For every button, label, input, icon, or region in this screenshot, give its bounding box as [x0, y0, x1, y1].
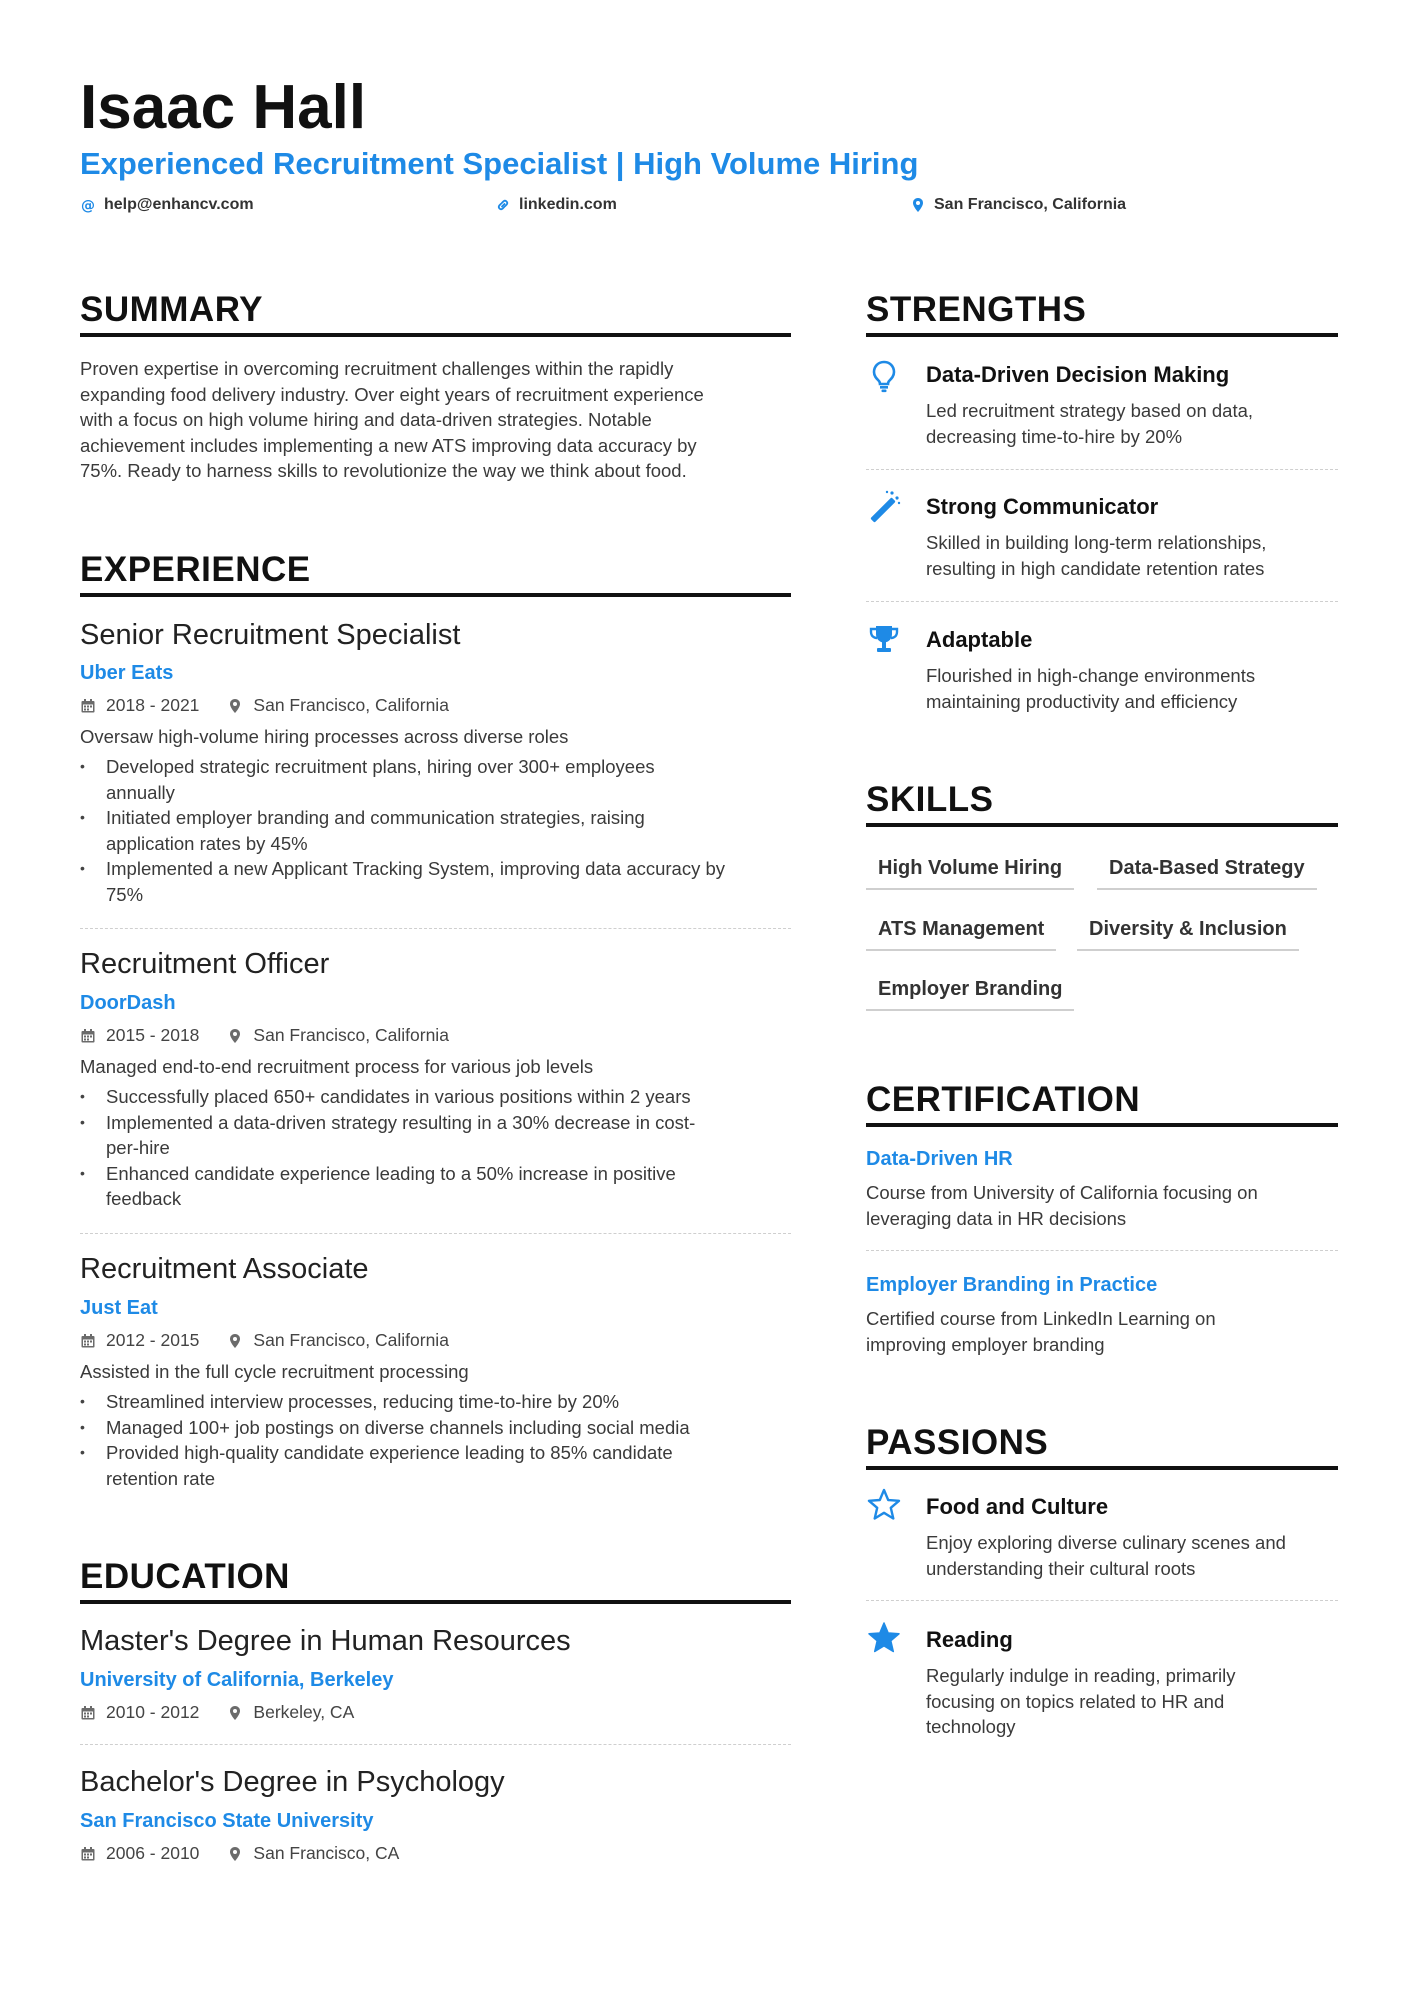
- job-dates: 2012 - 2015: [106, 1330, 200, 1350]
- bullet-item: • Enhanced candidate experience leading to a 50% increase in positive feedback: [80, 1161, 791, 1212]
- skills-rule: [866, 823, 1338, 827]
- summary-line: Proven expertise in overcoming recruitment challenges within the rapidly: [80, 358, 674, 379]
- strength-title: Data-Driven Decision Making: [926, 362, 1230, 387]
- job-description: Managed end-to-end recruitment process for various job levels: [80, 1056, 594, 1077]
- at-icon: [80, 197, 96, 213]
- job-title: Recruitment Officer: [80, 948, 330, 980]
- bullet-item: • Streamlined interview processes, reducing time-to-hire by 20%: [80, 1389, 791, 1415]
- candidate-name: Isaac Hall: [80, 73, 367, 142]
- education-dates: 2010 - 2012: [106, 1702, 200, 1722]
- certification-title: Data-Driven HR: [866, 1148, 1013, 1170]
- linkedin-text: linkedin.com: [519, 196, 617, 213]
- passions-rule: [866, 1466, 1338, 1470]
- passion-description: Regularly indulge in reading, primarily focusing on topics related to HR and technology: [926, 1665, 1236, 1737]
- summary-rule: [80, 333, 791, 337]
- summary-line: 75%. Ready to harness skills to revolutionize the way we think about food.: [80, 460, 687, 481]
- headline: Experienced Recruitment Specialist | High Volume Hiring: [80, 146, 919, 181]
- job-dates: 2018 - 2021: [106, 695, 200, 715]
- company-name: Just Eat: [80, 1297, 158, 1319]
- email-text: help@enhancv.com: [104, 196, 254, 213]
- divider: [80, 1744, 791, 1745]
- contact-linkedin[interactable]: [495, 196, 617, 214]
- education-heading: EDUCATION: [80, 1557, 290, 1596]
- strength-title: Adaptable: [926, 627, 1033, 652]
- skills-heading: SKILLS: [866, 780, 994, 819]
- divider: [80, 1233, 791, 1234]
- summary-line: with a focus on high volume hiring and data-driven strategies. Notable: [80, 409, 652, 430]
- location-pin-icon: [227, 1846, 243, 1862]
- divider: [866, 601, 1338, 602]
- skill-tag: Diversity & Inclusion: [1077, 918, 1299, 951]
- degree-title: Master's Degree in Human Resources: [80, 1625, 571, 1657]
- job-title: Recruitment Associate: [80, 1253, 369, 1285]
- strength-description: Skilled in building long-term relationships, resulting in high candidate retention rates: [926, 532, 1267, 579]
- link-icon: [495, 197, 511, 213]
- education-location: Berkeley, CA: [253, 1702, 355, 1722]
- calendar-icon: [80, 1846, 96, 1862]
- bullet-item: • Provided high-quality candidate experience leading to 85% candidate retention rate: [80, 1440, 791, 1491]
- summary-line: achievement includes implementing a new ATS improving data accuracy by: [80, 434, 697, 456]
- star-outline-icon: [866, 1487, 902, 1523]
- certification-heading: CERTIFICATION: [866, 1080, 1141, 1119]
- location-pin-icon: [227, 1333, 243, 1349]
- strengths-heading: STRENGTHS: [866, 290, 1087, 329]
- school-name: San Francisco State University: [80, 1810, 374, 1832]
- passion-title: Reading: [926, 1627, 1013, 1652]
- job-dates: 2015 - 2018: [106, 1025, 200, 1045]
- calendar-icon: [80, 1333, 96, 1349]
- job-description: Oversaw high-volume hiring processes across diverse roles: [80, 726, 569, 747]
- school-name: University of California, Berkeley: [80, 1669, 394, 1691]
- location-pin-icon: [910, 197, 926, 213]
- passions-heading: PASSIONS: [866, 1423, 1049, 1462]
- bullet-item: • Managed 100+ job postings on diverse channels including social media: [80, 1415, 791, 1441]
- contact-email[interactable]: [80, 196, 254, 214]
- star-filled-icon: [866, 1620, 902, 1656]
- summary-line: expanding food delivery industry. Over eight years of recruitment experience: [80, 383, 704, 405]
- job-bullets: [80, 1084, 791, 1212]
- calendar-icon: [80, 1705, 96, 1721]
- job-bullets: [80, 754, 791, 907]
- job-description: Assisted in the full cycle recruitment processing: [80, 1361, 469, 1382]
- location-pin-icon: [227, 1705, 243, 1721]
- education-location: San Francisco, CA: [253, 1843, 400, 1863]
- magic-wand-icon: [866, 489, 902, 525]
- education-meta: [80, 1843, 427, 1864]
- job-meta: [80, 1025, 477, 1046]
- passion-description: Enjoy exploring diverse culinary scenes and understanding their cultural roots: [926, 1532, 1286, 1579]
- divider: [866, 1600, 1338, 1601]
- certification-title: Employer Branding in Practice: [866, 1274, 1158, 1296]
- certification-rule: [866, 1123, 1338, 1127]
- experience-rule: [80, 593, 791, 597]
- contact-location: [910, 196, 1126, 214]
- location-text: San Francisco, California: [934, 196, 1127, 213]
- company-name: DoorDash: [80, 992, 176, 1014]
- divider: [80, 928, 791, 929]
- calendar-icon: [80, 698, 96, 714]
- degree-title: Bachelor's Degree in Psychology: [80, 1766, 505, 1798]
- passion-title: Food and Culture: [926, 1494, 1109, 1519]
- company-name: Uber Eats: [80, 662, 174, 684]
- job-bullets: [80, 1389, 791, 1491]
- bullet-item: • Implemented a new Applicant Tracking System, improving data accuracy by 75%: [80, 856, 791, 907]
- bullet-item: • Developed strategic recruitment plans, hiring over 300+ employees annually: [80, 754, 791, 805]
- strengths-rule: [866, 333, 1338, 337]
- skill-tag: ATS Management: [866, 918, 1056, 951]
- summary-text: [80, 356, 791, 484]
- job-location: San Francisco, California: [253, 1330, 449, 1350]
- education-dates: 2006 - 2010: [106, 1843, 200, 1863]
- svg-text:@: @: [81, 198, 95, 213]
- skill-tag: Data-Based Strategy: [1097, 857, 1317, 890]
- bullet-item: • Successfully placed 650+ candidates in various positions within 2 years: [80, 1084, 791, 1110]
- certification-description: Course from University of California focusing on leveraging data in HR decisions: [866, 1182, 1258, 1229]
- job-location: San Francisco, California: [253, 695, 449, 715]
- trophy-icon: [866, 622, 902, 658]
- strength-title: Strong Communicator: [926, 494, 1159, 519]
- job-title: Senior Recruitment Specialist: [80, 619, 461, 651]
- summary-heading: SUMMARY: [80, 290, 264, 329]
- job-location: San Francisco, California: [253, 1025, 449, 1045]
- location-pin-icon: [227, 698, 243, 714]
- certification-description: Certified course from LinkedIn Learning on improving employer branding: [866, 1308, 1216, 1355]
- job-meta: [80, 1330, 477, 1351]
- bullet-item: • Implemented a data-driven strategy resulting in a 30% decrease in cost- per-hire: [80, 1110, 791, 1161]
- education-meta: [80, 1702, 382, 1723]
- location-pin-icon: [227, 1028, 243, 1044]
- strength-description: Flourished in high-change environments maintaining productivity and efficiency: [926, 665, 1256, 712]
- skill-tag: High Volume Hiring: [866, 857, 1074, 890]
- strength-description: Led recruitment strategy based on data, decreasing time-to-hire by 20%: [926, 400, 1254, 447]
- skill-tag: Employer Branding: [866, 978, 1074, 1011]
- bullet-item: • Initiated employer branding and communication strategies, raising application rates by 45%: [80, 805, 791, 856]
- job-meta: [80, 695, 477, 716]
- experience-heading: EXPERIENCE: [80, 550, 311, 589]
- calendar-icon: [80, 1028, 96, 1044]
- lightbulb-icon: [866, 358, 902, 394]
- divider: [866, 469, 1338, 470]
- divider: [866, 1250, 1338, 1251]
- education-rule: [80, 1600, 791, 1604]
